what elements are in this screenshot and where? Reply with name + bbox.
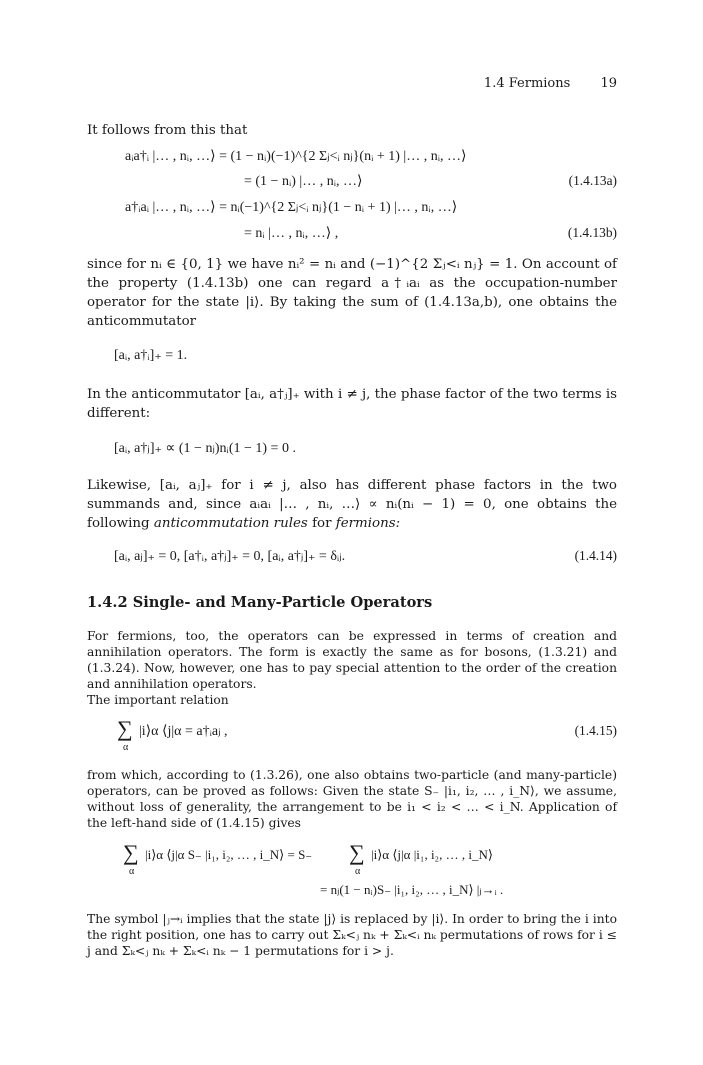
eq13a-line1: aᵢa†ᵢ |… , nᵢ, …⟩ = (1 − nᵢ)(−1)^{2 Σⱼ<ᵢ nⱼ}(nᵢ + 1) |… , nᵢ, …⟩ (125, 149, 467, 164)
eq15-number: (1.4.15) (574, 723, 617, 738)
page-number: 19 (600, 76, 617, 91)
paragraph-intro: It follows from this that (87, 123, 248, 138)
eq13a-line2: = (1 − nᵢ) |… , nᵢ, …⟩ (244, 174, 363, 189)
paragraph-likewise (87, 476, 617, 533)
running-head (484, 76, 617, 91)
paragraph-important-relation: The important relation (87, 693, 229, 707)
eq16-sum-index-left: α (129, 866, 135, 877)
eq16-line1-right: |i⟩α ⟨j|α |i₁, i₂, … , i_N⟩ (371, 847, 493, 862)
p4-text: Likewise, [aᵢ, aⱼ]₊ for i ≠ j, also has different phase factors in the two summands and, since aᵢaᵢ |… , nᵢ, …⟩ ∝ nᵢ(nᵢ − 1) = 0, one obtains the following (87, 478, 617, 531)
paragraph-proof: from which, according to (1.3.26), one also obtains two-particle (and many-particle) operators, can be proved as follows: Given the state S₋ |i₁, i₂, … , i_N⟩, we assume, without loss of generality, the arrangement to be i₁ < i₂ < … < i_N. Application of the left-hand side of (1.4.15) gives (87, 768, 617, 830)
p4-fermions: fermions: (335, 516, 401, 531)
paragraph-occupation: since for nᵢ ∈ {0, 1} we have nᵢ² = nᵢ and (−1)^{2 Σⱼ<ᵢ nⱼ} = 1. On account of the property (1.4.13b) one can regard a†ᵢaᵢ as the occupation-number operator for the state |i⟩. By taking the sum of (1.4.13a,b), one obtains the anticommutator (87, 257, 617, 329)
equation-application (87, 840, 617, 904)
equation-1-4-15 (87, 716, 617, 756)
eq14-number: (1.4.14) (574, 548, 617, 563)
sum-symbol-left: ∑ (123, 840, 139, 865)
eq13b-line1: a†ᵢaᵢ |… , nᵢ, …⟩ = nᵢ(−1)^{2 Σⱼ<ᵢ nⱼ}(1 − nᵢ + 1) |… , nᵢ, …⟩ (125, 200, 458, 215)
paragraph-symbol: The symbol |ⱼ→ᵢ implies that the state |j⟩ is replaced by |i⟩. In order to bring the i into the right position, one has to carry out Σₖ<ⱼ nₖ + Σₖ<ᵢ nₖ permutations of rows for i ≤ j and Σₖ<ⱼ nₖ + Σₖ<ᵢ nₖ − 1 permutations for i > j. (87, 912, 617, 958)
eq-anticomm-text: [aᵢ, a†ᵢ]₊ = 1. (114, 348, 188, 363)
eq16-sum-index-right: α (355, 866, 361, 877)
p4-anticomm-rules: anticommutation rules (153, 516, 308, 531)
paragraph-fermions-operators: For fermions, too, the operators can be expressed in terms of creation and annihilation operators. The form is exactly the same as for bosons, (1.3.21) and (1.3.24). Now, however, one has to pay special attention to the order of the creation and annihilation operators. (87, 629, 617, 691)
paragraph-phase: In the anticommutator [aᵢ, a†ⱼ]₊ with i ≠ j, the phase factor of the two terms is different: (87, 387, 617, 421)
eq15-text: |i⟩α ⟨j|α = a†ᵢaⱼ , (139, 724, 228, 739)
equation-1-4-14 (87, 548, 617, 568)
section-heading: 1.4.2 Single- and Many-Particle Operators (87, 594, 433, 611)
sum-symbol: ∑ (117, 716, 133, 741)
eq-phase-text: [aᵢ, a†ⱼ]₊ ∝ (1 − nⱼ)nᵢ(1 − 1) = 0 . (114, 441, 296, 456)
eq13b-line2: = nᵢ |… , nᵢ, …⟩ , (244, 226, 339, 241)
eq16-line1-left: |i⟩α ⟨j|α S₋ |i₁, i₂, … , i_N⟩ = S₋ (145, 847, 313, 862)
eq14-text: [aᵢ, aⱼ]₊ = 0, [a†ᵢ, a†ⱼ]₊ = 0, [aᵢ, a†ⱼ]₊ = δᵢⱼ. (114, 549, 346, 564)
eq13a-number: (1.4.13a) (568, 173, 617, 188)
p4-for: for (312, 516, 332, 531)
eq13b-number: (1.4.13b) (567, 225, 617, 240)
sum-symbol-right: ∑ (349, 840, 365, 865)
section-title: 1.4 Fermions (483, 76, 571, 91)
eq15-sum-index: α (123, 742, 129, 753)
eq16-line2: = nⱼ(1 − nᵢ)S₋ |i₁, i₂, … , i_N⟩ |ⱼ→ᵢ . (320, 882, 504, 897)
equation-1-4-13 (87, 148, 617, 248)
